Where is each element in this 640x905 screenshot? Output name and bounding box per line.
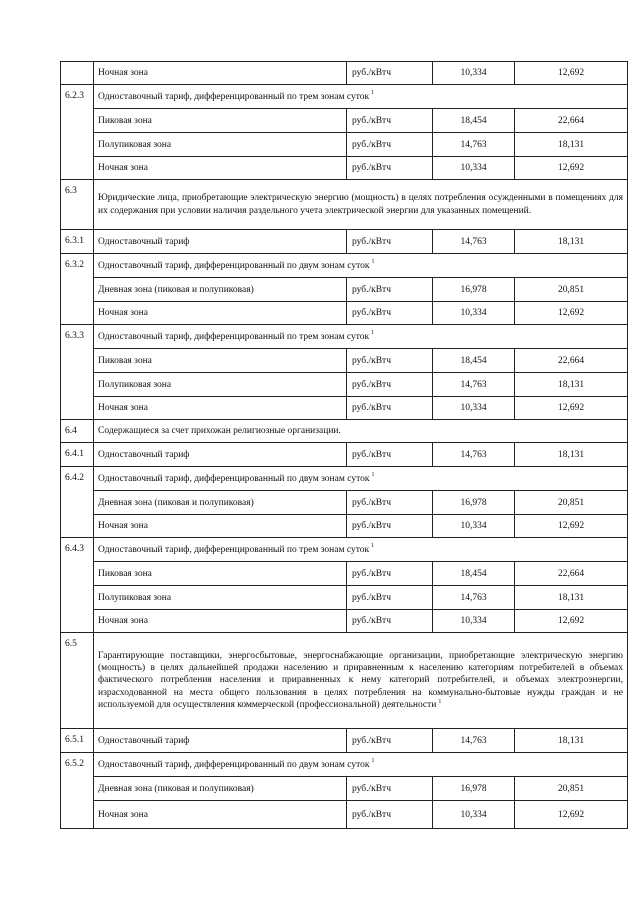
row-value-1: 18,454 [433,109,515,133]
table-row [61,753,628,777]
section-description-text: Юридические лица, приобретающие электрическую энергию (мощность) в целях потребления осужденными в помещениях для их содержания при условии наличия раздельного учета электрической энергии для указанных помещений. [98,193,623,216]
row-label: Ночная зона [94,157,347,180]
section-description [94,420,628,443]
footnote-mark: 1 [438,698,442,705]
section-header [94,538,628,562]
row-label: Пиковая зона [94,562,347,586]
row-code: 6.3 [61,180,94,230]
table-row [61,230,628,254]
row-unit: руб./кВтч [347,491,433,515]
row-unit: руб./кВтч [347,373,433,397]
section-header [94,467,628,491]
section-header-label: Одноставочный тариф, дифференцированный по двум зонам суток [98,473,370,484]
row-label: Одноставочный тариф [94,729,347,753]
row-value-2: 12,692 [515,157,628,180]
row-unit: руб./кВтч [347,562,433,586]
row-value-2: 12,692 [515,610,628,633]
row-value-1: 10,334 [433,610,515,633]
row-value-1: 16,978 [433,491,515,515]
row-unit: руб./кВтч [347,302,433,325]
row-label: Дневная зона (пиковая и полупиковая) [94,491,347,515]
row-value-1: 10,334 [433,62,515,85]
row-unit: руб./кВтч [347,777,433,801]
table-row [61,801,628,829]
table-row [61,467,628,491]
table-row [61,180,628,230]
table-row [61,62,628,85]
row-value-1: 14,763 [433,586,515,610]
section-description [94,633,628,729]
row-value-1: 10,334 [433,397,515,420]
footnote-mark: 1 [371,330,375,337]
row-label: Пиковая зона [94,349,347,373]
row-unit: руб./кВтч [347,729,433,753]
tariff-table-body [61,62,628,829]
row-value-1: 10,334 [433,302,515,325]
row-label: Полупиковая зона [94,586,347,610]
table-row [61,373,628,397]
table-row [61,278,628,302]
row-code: 6.5 [61,633,94,729]
section-header [94,85,628,109]
table-row [61,109,628,133]
section-header-label: Одноставочный тариф, дифференцированный по трем зонам суток [98,544,370,555]
row-value-2: 12,692 [515,515,628,538]
tariff-table [60,61,628,829]
table-row [61,633,628,729]
row-unit: руб./кВтч [347,397,433,420]
row-value-2: 20,851 [515,491,628,515]
row-unit: руб./кВтч [347,133,433,157]
section-header [94,753,628,777]
row-label: Одноставочный тариф [94,230,347,254]
row-value-2: 18,131 [515,373,628,397]
section-header [94,254,628,278]
table-row [61,302,628,325]
row-label: Ночная зона [94,62,347,85]
table-row [61,420,628,443]
table-row [61,349,628,373]
table-row [61,157,628,180]
row-label: Полупиковая зона [94,373,347,397]
row-value-2: 18,131 [515,586,628,610]
row-value-2: 12,692 [515,801,628,829]
row-label: Дневная зона (пиковая и полупиковая) [94,777,347,801]
section-header-label: Одноставочный тариф, дифференцированный по двум зонам суток [98,759,370,770]
table-row [61,586,628,610]
table-row [61,254,628,278]
row-label: Ночная зона [94,610,347,633]
row-code: 6.5.1 [61,729,94,753]
row-value-1: 14,763 [433,373,515,397]
row-value-2: 18,131 [515,729,628,753]
row-value-1: 18,454 [433,562,515,586]
table-row [61,85,628,109]
row-value-2: 22,664 [515,562,628,586]
row-value-2: 18,131 [515,133,628,157]
row-unit: руб./кВтч [347,278,433,302]
table-row [61,610,628,633]
row-value-2: 12,692 [515,62,628,85]
table-row [61,491,628,515]
row-code: 6.4 [61,420,94,443]
row-value-1: 14,763 [433,443,515,467]
row-value-2: 12,692 [515,302,628,325]
row-label: Ночная зона [94,801,347,829]
section-description [94,180,628,230]
section-description-text: Содержащиеся за счет прихожан религиозные организации. [98,425,341,436]
section-description-text: Гарантирующие поставщики, энергосбытовые, энергоснабжающие организации, приобретающие электрическую энергию (мощность) в целях дальнейшей продажи населению и приравненным к населению категориям потребителей в объемах фактического потребления населения и приравненных к нему категорий потребителей, и объемах электроэнергии, израсходованной на места общего пользования в целях потребления на коммунально-бытовые нужды граждан и не используемой для осуществления коммерческой (профессиональной) деятельности [98,650,623,710]
table-row [61,515,628,538]
row-label: Ночная зона [94,515,347,538]
row-value-2: 20,851 [515,278,628,302]
row-value-2: 22,664 [515,349,628,373]
table-row [61,325,628,349]
row-unit: руб./кВтч [347,349,433,373]
footnote-mark: 1 [371,259,375,266]
table-row [61,443,628,467]
row-unit: руб./кВтч [347,586,433,610]
row-value-1: 16,978 [433,777,515,801]
row-value-2: 20,851 [515,777,628,801]
row-value-1: 16,978 [433,278,515,302]
row-value-2: 18,131 [515,443,628,467]
row-label: Пиковая зона [94,109,347,133]
row-code: 6.4.3 [61,538,94,633]
row-code: 6.5.2 [61,753,94,829]
row-label: Одноставочный тариф [94,443,347,467]
table-row [61,133,628,157]
row-code [61,62,94,85]
footnote-mark: 1 [371,543,375,550]
row-unit: руб./кВтч [347,157,433,180]
table-row [61,397,628,420]
section-header [94,325,628,349]
row-value-1: 14,763 [433,729,515,753]
row-unit: руб./кВтч [347,62,433,85]
row-value-1: 10,334 [433,157,515,180]
row-value-2: 12,692 [515,397,628,420]
row-unit: руб./кВтч [347,515,433,538]
row-label: Полупиковая зона [94,133,347,157]
row-value-2: 22,664 [515,109,628,133]
row-label: Ночная зона [94,397,347,420]
row-unit: руб./кВтч [347,610,433,633]
section-header-label: Одноставочный тариф, дифференцированный по двум зонам суток [98,260,370,271]
row-unit: руб./кВтч [347,230,433,254]
row-value-2: 18,131 [515,230,628,254]
row-code: 6.3.2 [61,254,94,325]
section-header-label: Одноставочный тариф, дифференцированный по трем зонам суток [98,91,370,102]
row-value-1: 14,763 [433,133,515,157]
table-row [61,777,628,801]
row-unit: руб./кВтч [347,443,433,467]
row-code: 6.4.1 [61,443,94,467]
table-row [61,538,628,562]
section-header-label: Одноставочный тариф, дифференцированный по трем зонам суток [98,331,370,342]
row-value-1: 10,334 [433,515,515,538]
row-unit: руб./кВтч [347,109,433,133]
row-code: 6.3.3 [61,325,94,420]
table-row [61,562,628,586]
row-unit: руб./кВтч [347,801,433,829]
row-label: Ночная зона [94,302,347,325]
row-value-1: 10,334 [433,801,515,829]
table-row [61,729,628,753]
row-code: 6.2.3 [61,85,94,180]
row-value-1: 14,763 [433,230,515,254]
row-code: 6.3.1 [61,230,94,254]
footnote-mark: 1 [371,90,375,97]
footnote-mark: 1 [371,472,375,479]
row-label: Дневная зона (пиковая и полупиковая) [94,278,347,302]
footnote-mark: 1 [371,758,375,765]
row-code: 6.4.2 [61,467,94,538]
row-value-1: 18,454 [433,349,515,373]
